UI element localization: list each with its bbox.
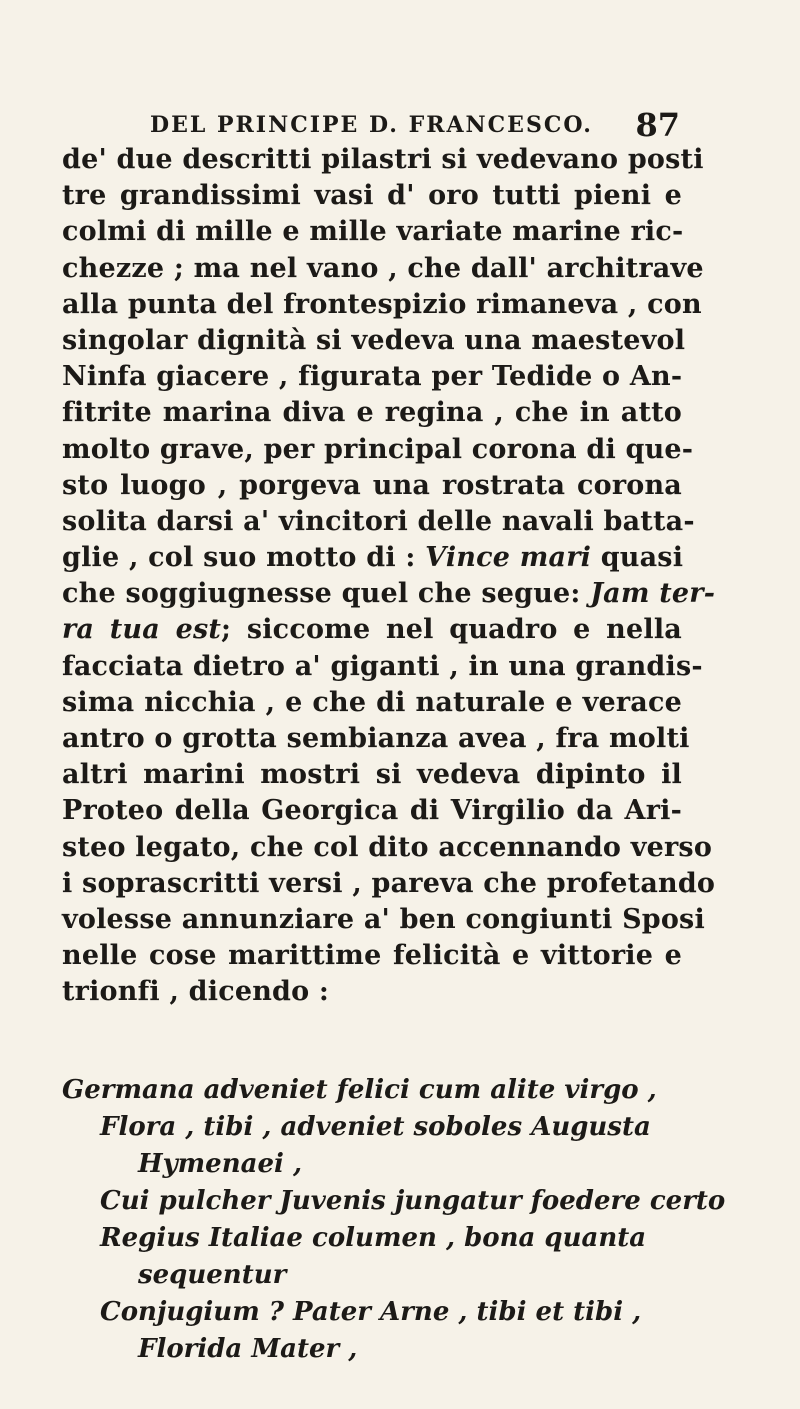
verse-line: Hymenaei , [138,1149,302,1179]
text-line: solita darsi a' vincitori delle navali batta- [62,505,695,537]
text-line: colmi di mille e mille variate marine ric- [62,216,684,248]
prose-paragraph [62,142,716,1011]
text-line: sima nicchia , e che di naturale e verace [62,686,682,718]
verse-line: Florida Mater , [138,1334,358,1364]
text-line: trionfi , dicendo : [62,976,330,1008]
latin-verse [62,1072,726,1368]
text-line: Proteo della Georgica di Virgilio da Ari- [62,795,682,827]
text-line [62,612,682,648]
italic-motto: Vince mari [425,542,592,574]
text-line: Ninfa giacere , figurata per Tedide o An- [62,361,683,393]
text-run: ; siccome nel quadro e nella [221,614,683,646]
page-number: 87 [635,106,680,144]
text-line: facciata dietro a' giganti , in una grandis- [62,650,703,682]
italic-quote: Jam ter- [590,578,716,610]
text-run: quasi [591,542,684,574]
text-line: sto luogo , porgeva una rostrata corona [62,469,682,501]
verse-line: sequentur [138,1260,287,1290]
text-line: antro o grotta sembianza avea , fra molti [62,723,690,754]
verse-line: Germana adveniet felici cum alite virgo , [62,1075,657,1105]
text-line: de' due descritti pilastri si vedevano posti [62,144,704,175]
text-line: steo legato, che col dito accennando verso [62,831,713,863]
text-run: glie , col suo motto di : [62,542,426,574]
text-line: altri marini mostri si vedeva dipinto il [62,759,682,791]
page-header [150,108,680,144]
text-line: nelle cose marittime felicità e vittorie e [62,940,682,972]
text-line: singolar dignità si vedeva una maestevol [62,324,686,356]
text-line: chezze ; ma nel vano , che dall' architrave [62,252,704,284]
italic-quote: ra tua est [62,614,222,646]
text-line: fitrite marina diva e regina , che in atto [62,397,682,429]
text-line: molto grave, per principal corona di que- [62,433,694,465]
text-line: alla punta del frontespizio rimaneva , con [62,288,702,320]
text-line: volesse annunziare a' ben congiunti Sposi [62,903,705,935]
verse-line: Flora , tibi , adveniet soboles Augusta [100,1112,651,1142]
text-run: che soggiugnesse quel che segue: [62,578,591,610]
text-line: tre grandissimi vasi d' oro tutti pieni e [62,180,682,212]
verse-line: Conjugium ? Pater Arne , tibi et tibi , [100,1297,642,1327]
text-line [62,540,682,576]
text-line [62,576,716,612]
running-title: DEL PRINCIPE D. FRANCESCO. [150,112,593,138]
verse-line: Regius Italiae columen , bona quanta [100,1223,647,1253]
verse-line: Cui pulcher Juvenis jungatur foedere certo [100,1186,726,1216]
text-line: i soprascritti versi , pareva che profetando [62,867,716,899]
